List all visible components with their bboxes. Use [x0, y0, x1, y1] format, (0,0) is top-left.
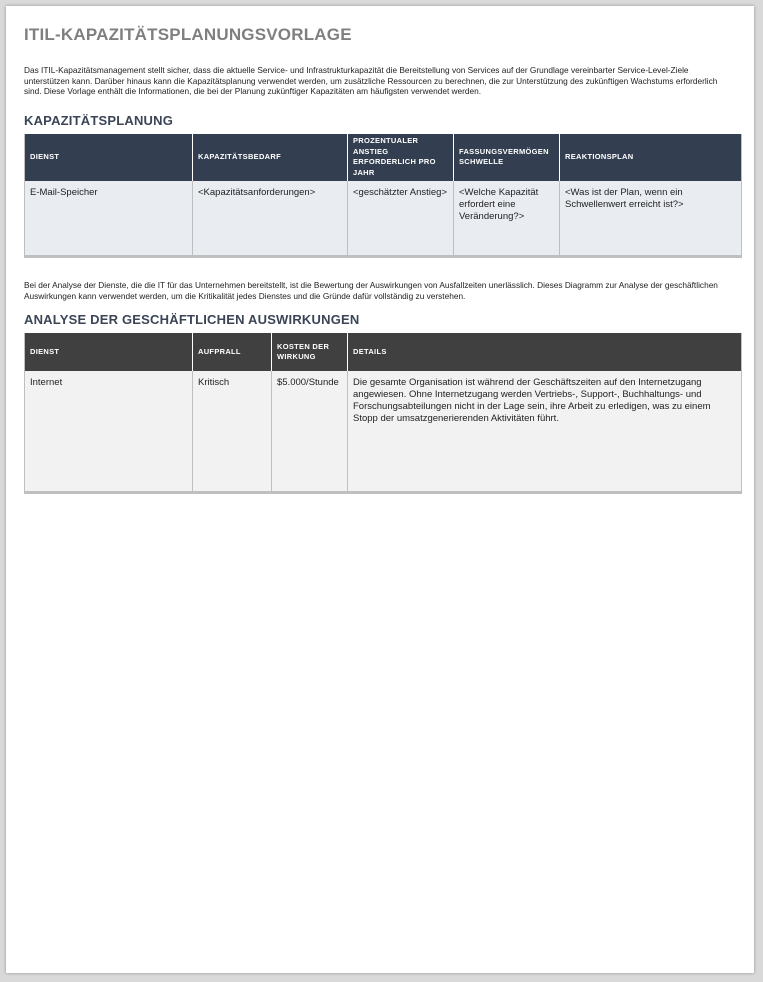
- capacity-header-increase: PROZENTUALER ANSTIEG ERFORDERLICH PRO JAHR: [348, 134, 454, 181]
- document-page: [6, 6, 754, 973]
- impact-intro-paragraph: Bei der Analyse der Dienste, die die IT für das Unternehmen bereitstellt, ist die Bewertung der Auswirkungen von Ausfallzeiten unerlässlich. Dieses Diagramm zur Analyse der geschäftlichen Auswirkungen kann verwendet werden, um die Kritikalität jedes Dienstes und die Gründe dafür vollständig zu verstehen.: [24, 280, 718, 301]
- impact-header-cost: KOSTEN DER WIRKUNG: [272, 333, 348, 371]
- impact-cell-impact[interactable]: Kritisch: [193, 371, 272, 492]
- intro-paragraph: Das ITIL-Kapazitätsmanagement stellt sicher, dass die aktuelle Service- und Infrastrukturkapazität die Bereitstellung von Services auf der Grundlage vereinbarter Service-Level-Ziele unterstützen kann. Darüber hinaus kann die Kapazitätsplanung verwendet werden, um zusätzliche Ressourcen zu berechnen, die zur Unterstützung des zukünftigen Wachstums erforderlich sind. Diese Vorlage enthält die Informationen, die bei der Planung zukünftiger Kapazitäten am häufigsten verwendet werden.: [24, 65, 718, 97]
- impact-cell-details[interactable]: Die gesamte Organisation ist während der Geschäftszeiten auf den Internetzugang angewiesen. Ohne Internetzugang werden Vertriebs-, Support-, Buchhaltungs- und Forschungsabteilungen nicht in der Lage sein, ihre Arbeit zu erledigen, was zu einem Stopp der umsatzgenerierenden Aktivitäten führt.: [353, 377, 711, 425]
- capacity-planning-heading: KAPAZITÄTSPLANUNG: [24, 112, 174, 128]
- table-row: [25, 181, 742, 257]
- capacity-header-row: [25, 134, 742, 181]
- capacity-header-threshold: FASSUNGSVERMÖGEN SCHWELLE: [454, 134, 560, 181]
- impact-header-row: [25, 333, 742, 371]
- capacity-cell-response-plan[interactable]: <Was ist der Plan, wenn ein Schwellenwert erreicht ist?>: [565, 186, 684, 210]
- capacity-header-service: DIENST: [25, 134, 193, 181]
- impact-cell-service[interactable]: Internet: [25, 371, 193, 492]
- capacity-header-demand: KAPAZITÄTSBEDARF: [193, 134, 348, 181]
- impact-analysis-table: [24, 333, 742, 494]
- impact-header-service: DIENST: [25, 333, 193, 371]
- impact-header-details: DETAILS: [353, 347, 387, 357]
- capacity-header-response-plan: REAKTIONSPLAN: [565, 152, 634, 162]
- document-title: ITIL-KAPAZITÄTSPLANUNGSVORLAGE: [24, 25, 352, 44]
- capacity-planning-table: [24, 134, 742, 259]
- impact-analysis-heading: ANALYSE DER GESCHÄFTLICHEN AUSWIRKUNGEN: [24, 312, 360, 328]
- impact-header-impact: AUFPRALL: [193, 333, 272, 371]
- capacity-cell-service[interactable]: E-Mail-Speicher: [25, 181, 193, 257]
- impact-cell-cost[interactable]: $5.000/Stunde: [272, 371, 348, 492]
- capacity-cell-demand[interactable]: <Kapazitätsanforderungen>: [193, 181, 348, 257]
- table-row: [25, 371, 742, 492]
- capacity-cell-threshold[interactable]: <Welche Kapazität erfordert eine Veränderung?>: [454, 181, 560, 257]
- capacity-cell-increase[interactable]: <geschätzter Anstieg>: [348, 181, 454, 257]
